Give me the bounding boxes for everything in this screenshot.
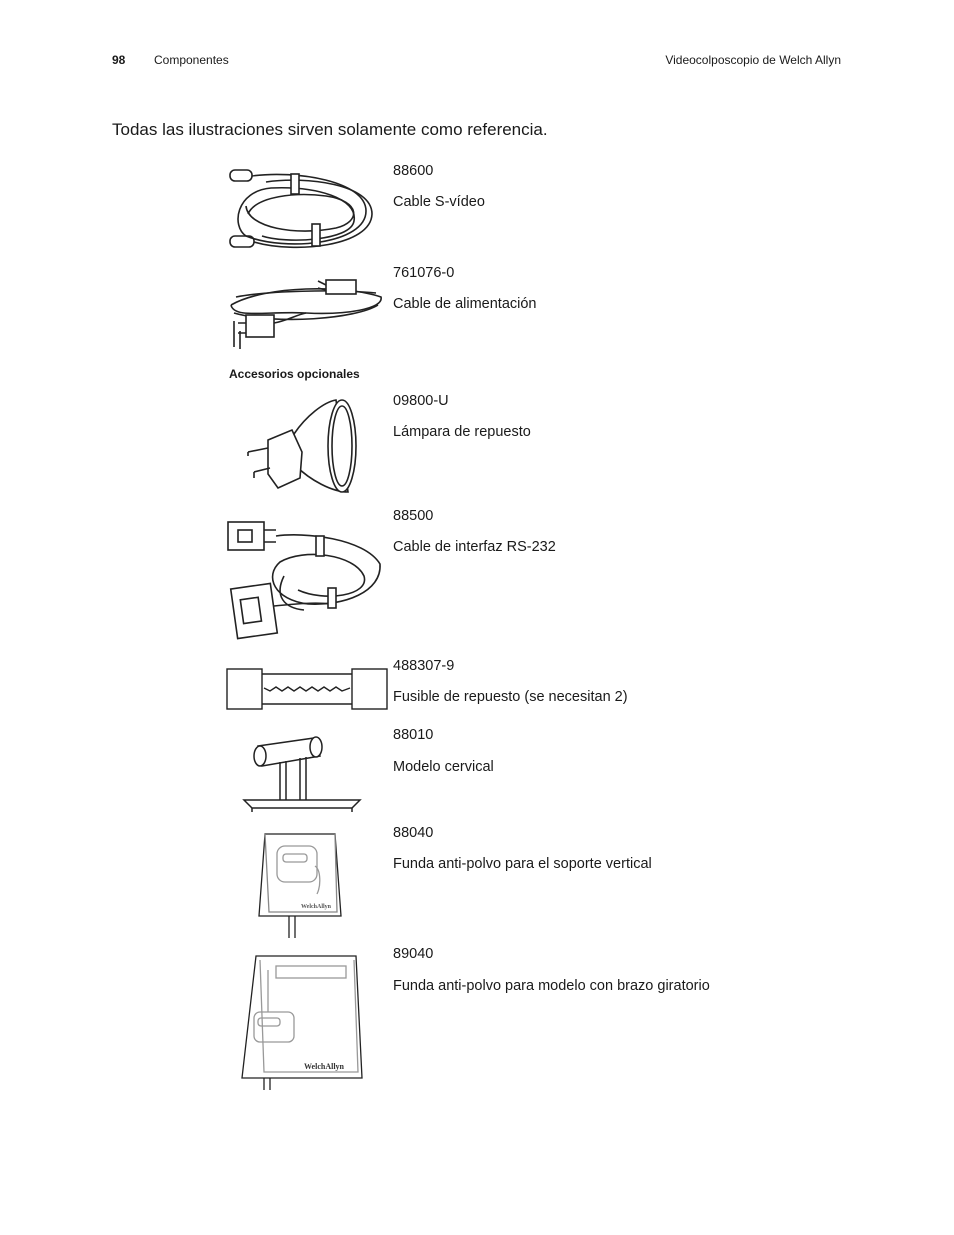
document-title: Videocolposcopio de Welch Allyn xyxy=(665,53,841,67)
section-title: Componentes xyxy=(154,53,229,67)
fuse-icon xyxy=(226,668,388,710)
item-code: 88010 xyxy=(393,727,434,743)
item-description: Cable de alimentación xyxy=(393,296,537,312)
item-description: Funda anti-polvo para modelo con brazo giratorio xyxy=(393,978,710,994)
intro-text: Todas las ilustraciones sirven solamente como referencia. xyxy=(112,120,548,139)
power-cable-icon xyxy=(226,275,386,355)
item-code: 761076-0 xyxy=(393,265,455,281)
item-description: Modelo cervical xyxy=(393,759,494,775)
welch-allyn-logo: WelchAllyn xyxy=(304,1062,345,1071)
item-code: 88040 xyxy=(393,825,434,841)
item-code: 88600 xyxy=(393,163,434,179)
optional-accessories-heading: Accesorios opcionales xyxy=(229,367,360,381)
dust-cover-stand-icon xyxy=(255,830,345,940)
item-description: Cable de interfaz RS-232 xyxy=(393,539,556,555)
dust-cover-arm-icon xyxy=(240,952,366,1092)
page-number: 98 xyxy=(112,53,126,67)
welch-allyn-logo: WelchAllyn xyxy=(301,904,332,910)
cervical-model-icon xyxy=(240,736,364,816)
s-video-cable-icon xyxy=(226,166,376,256)
item-code: 88500 xyxy=(393,508,434,524)
item-description: Cable S-vídeo xyxy=(393,194,485,210)
item-code: 89040 xyxy=(393,946,434,962)
item-code: 09800-U xyxy=(393,393,449,409)
replacement-lamp-icon xyxy=(244,396,364,498)
item-code: 488307-9 xyxy=(393,658,455,674)
item-description: Lámpara de repuesto xyxy=(393,424,531,440)
item-description: Funda anti-polvo para el soporte vertical xyxy=(393,856,652,872)
rs232-cable-icon xyxy=(224,516,384,648)
item-description: Fusible de repuesto (se necesitan 2) xyxy=(393,689,628,705)
